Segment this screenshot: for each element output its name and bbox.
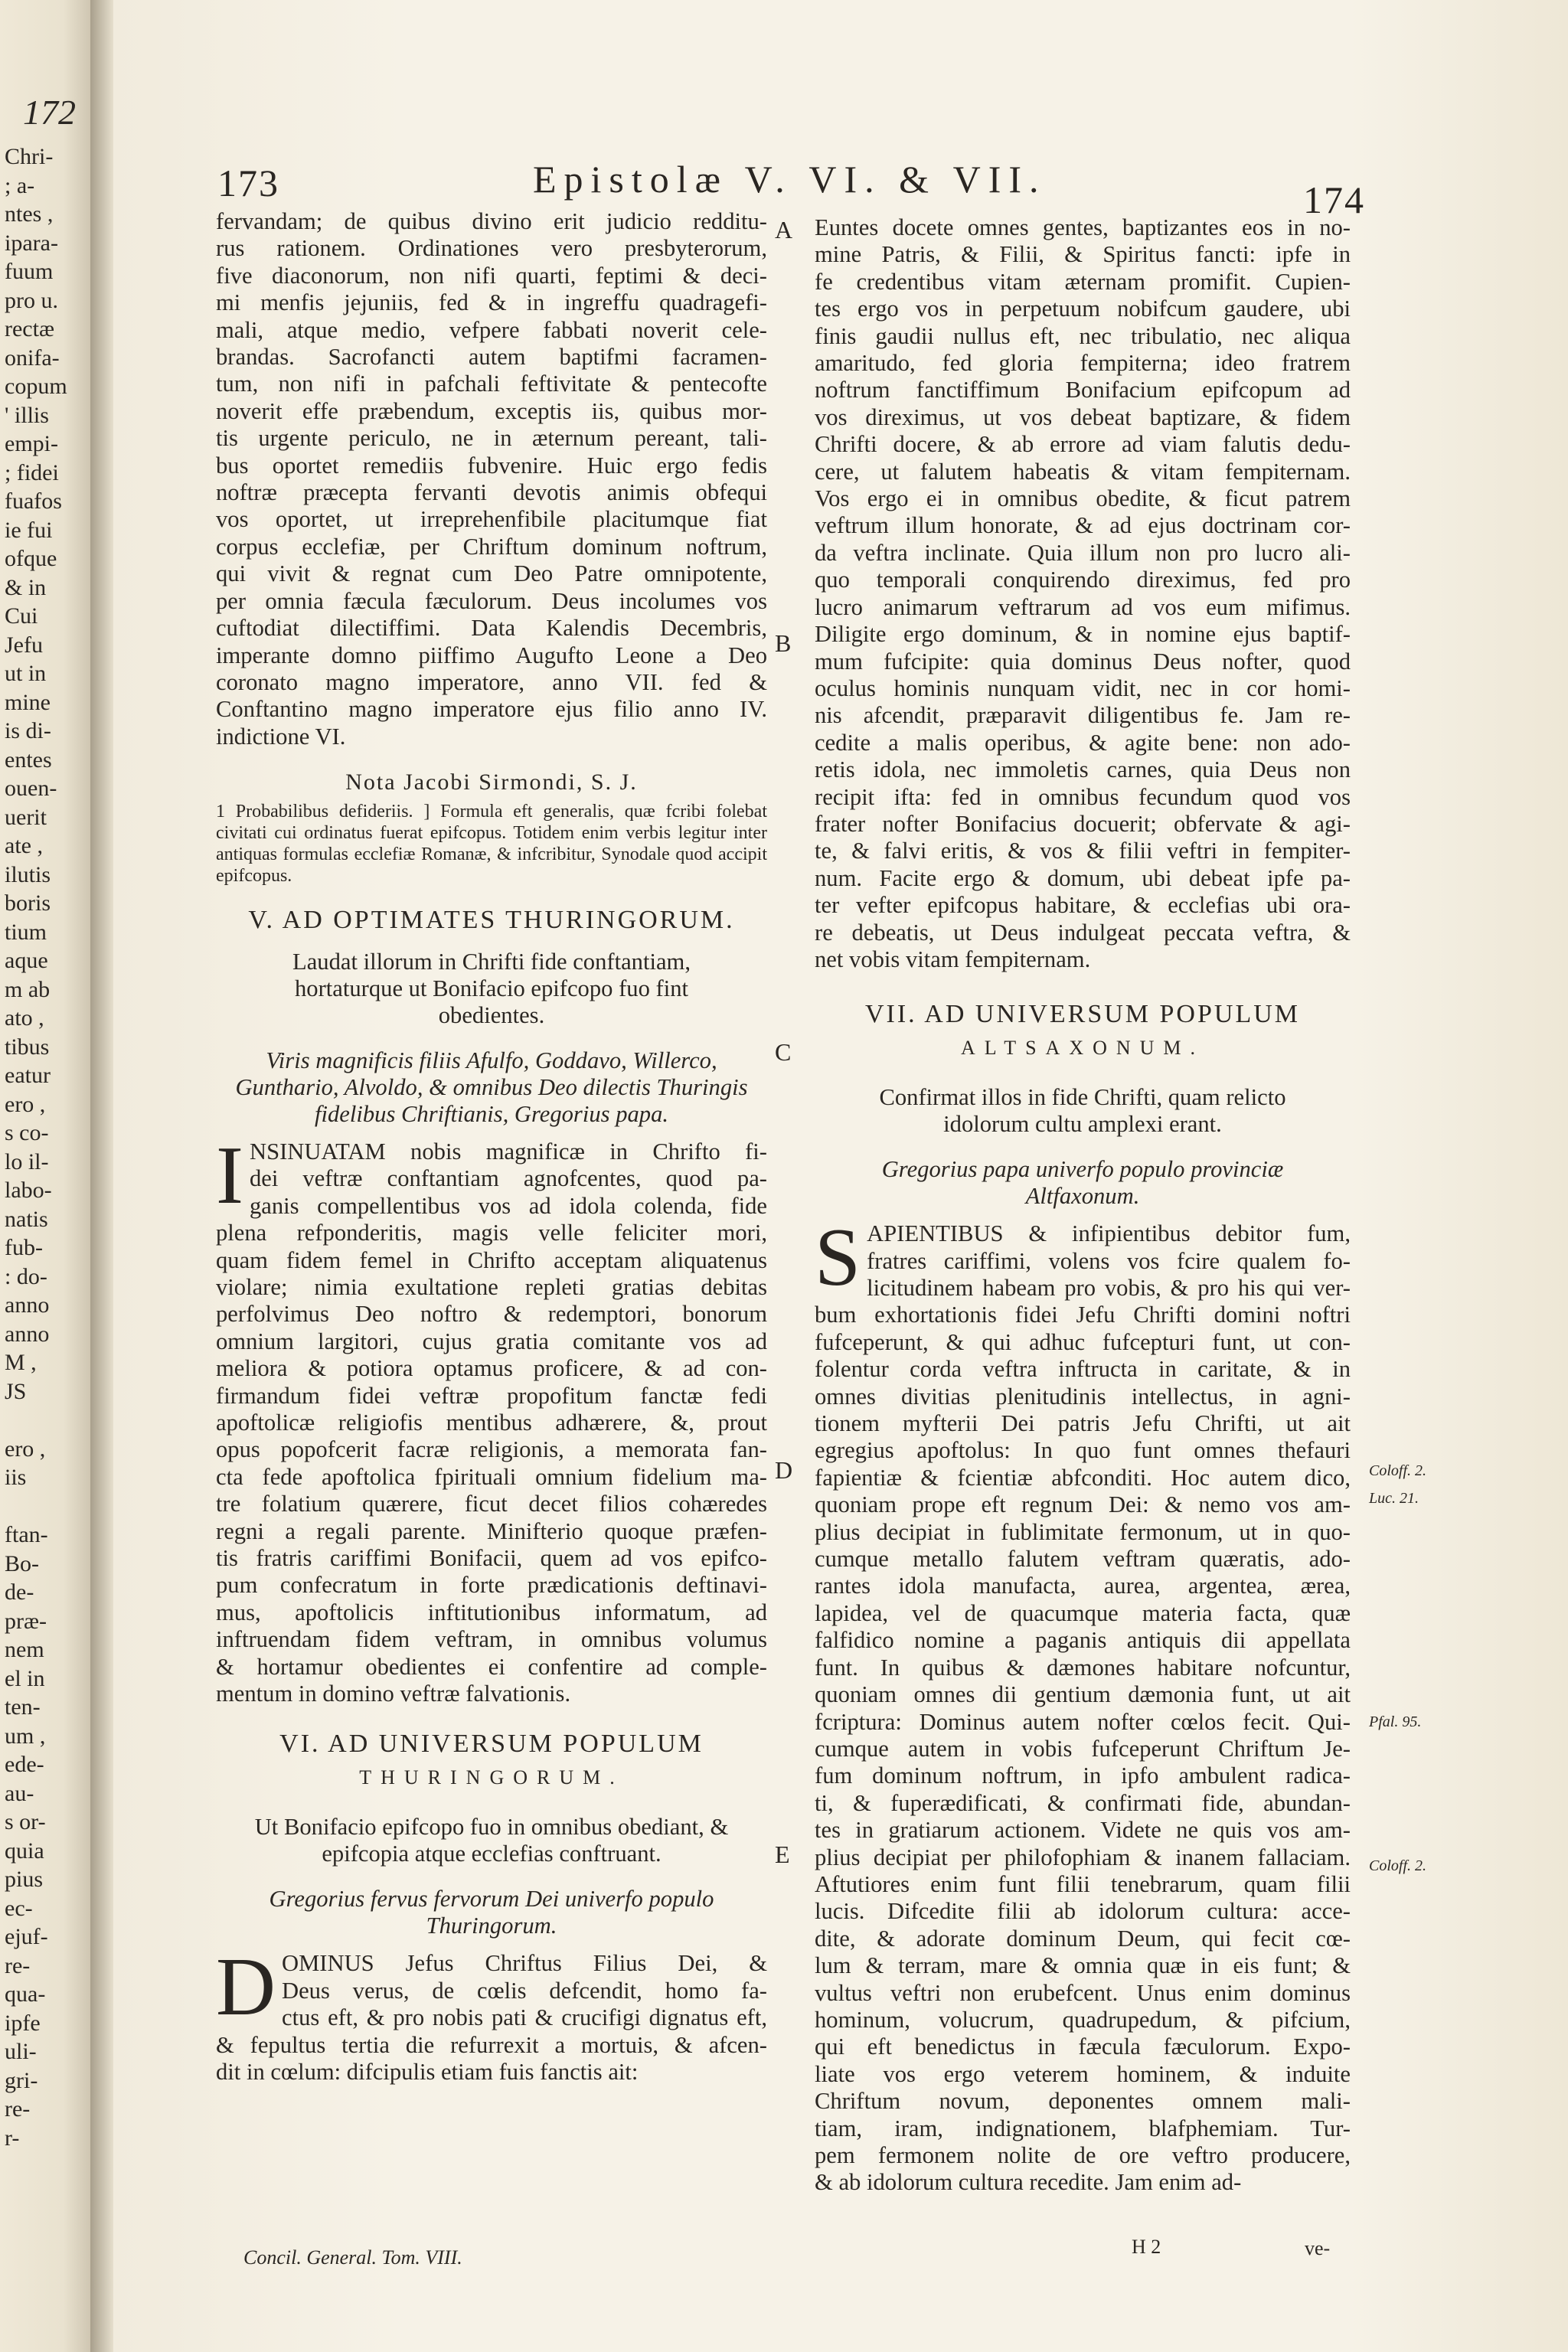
letter-4-line: tis urgente periculo, ne in æternum pereant, tali- — [216, 425, 767, 452]
letter-7-line: bum exhortationis fidei Jefu Chrifti domini noftri — [815, 1302, 1351, 1328]
letter-6-continuation — [815, 214, 1351, 973]
margin-note-coloss-2: Coloff. 2. — [1369, 1857, 1427, 1874]
letter-6-heading: VI. AD UNIVERSUM POPULUM — [279, 1730, 704, 1759]
previous-page-line: quia — [5, 1838, 44, 1864]
previous-page-line: re- — [5, 1952, 31, 1978]
margin-letter-c: C — [775, 1038, 792, 1066]
letter-6-cont-line: frater nofter Bonifacius docuerit; obfervate & agi- — [815, 810, 1351, 837]
margin-letter-a: A — [775, 216, 793, 243]
letter-6-cont-line: Diligite ergo dominum, & in nomine ejus baptif- — [815, 621, 1351, 648]
letter-5-line: meliora & potiora optamus proficere, & ad con- — [216, 1355, 767, 1382]
letter-5-body — [216, 1129, 767, 1708]
letter-7-line: plius decipiat per philofophiam & inanem fallaciam. — [815, 1844, 1351, 1870]
previous-page-line: ec- — [5, 1895, 33, 1921]
letter-5-line: apoftolicæ religiofis mentibus adhærere, &, prout — [216, 1410, 767, 1436]
previous-page-line: onifa- — [5, 345, 60, 371]
letter-7-line: tiam, iram, indignationem, blafphemiam. Tur- — [815, 2115, 1351, 2141]
letter-7-line: cumque autem in vobis fufceperunt Chriftum Je- — [815, 1735, 1351, 1762]
letter-6-body — [216, 1942, 767, 2086]
letter-7-line: lum & terram, mare & omnia quæ in eis funt; & — [815, 1952, 1351, 1979]
previous-page-line: ede- — [5, 1752, 44, 1777]
letter-7-body — [815, 1212, 1351, 2197]
previous-page-line: ouen- — [5, 776, 57, 801]
previous-page-line: anno — [5, 1292, 50, 1318]
letter-7-line: omnes divitias plenitudinis intellectus, in agni- — [815, 1383, 1351, 1410]
volume-footer: Concil. General. Tom. VIII. — [243, 2246, 462, 2269]
letter-5-line: mentum in domino veftræ falvationis. — [216, 1681, 571, 1707]
previous-page-line: pro u. — [5, 287, 58, 313]
previous-page-line: entes — [5, 746, 52, 773]
book-page — [113, 0, 1568, 2352]
letter-6-cont-line: vos direximus, ut vos debeat baptizare, & fidem — [815, 403, 1351, 430]
letter-6-cont-line: mum fufcipite: quia dominus Deus nofter, quod — [815, 648, 1351, 675]
previous-page-line: Bo- — [5, 1550, 39, 1576]
letter-5-line: plena refponderitis, magis velle feliciter mori, — [216, 1220, 767, 1246]
note-title: Nota Jacobi Sirmondi, S. J. — [345, 769, 638, 795]
letter-6-line: ctus eft, & pro nobis pati & crucifigi dignatus eft, — [282, 2004, 767, 2031]
book-gutter — [90, 0, 113, 2352]
letter-6-cont-line: Vos ergo ei in omnibus obedite, & ficut patrem — [815, 485, 1351, 512]
letter-5-argument: Laudat illorum in Chrifti fide conftantiam, hortaturque ut Bonifacio epifcopo fuo fint obedientes. — [292, 948, 691, 1028]
letter-7-line: egregius apoftolus: In quo funt omnes thefauri — [815, 1437, 1351, 1464]
previous-page-line: JS — [5, 1378, 27, 1404]
previous-page-line: de- — [5, 1579, 34, 1605]
letter-5-line: mus, apoftolicis inftitutionibus informatum, ad — [216, 1599, 767, 1625]
previous-page-line: rectæ — [5, 316, 54, 341]
previous-page-line: empi- — [5, 431, 58, 456]
margin-letter-d: D — [775, 1456, 793, 1484]
previous-page-line: ero , — [5, 1436, 46, 1462]
letter-6-cont-line: tes ergo vos in perpetuum nobifcum gaudere, ubi — [815, 296, 1351, 322]
previous-page-line: lo il- — [5, 1148, 49, 1174]
letter-5-line: tis fratris cariffimi Bonifacii, quem ad vos epifco- — [216, 1545, 767, 1572]
letter-6-cont-line: Euntes docete omnes gentes, baptizantes eos in no- — [815, 214, 1351, 240]
letter-6-cont-line: nis afcendit, præparavit diligentibus fe. Jam re- — [815, 702, 1351, 729]
letter-7-line: quoniam prope eft regnum Dei: & nemo vos am- — [815, 1491, 1351, 1518]
letter-6-cont-line: te, & falvi eritis, & vos & filii veftri in fempiter- — [815, 838, 1351, 864]
letter-5-line: quam fidem femel in Chrifto acceptam aliquatenus — [216, 1246, 767, 1273]
letter-7-line: plius decipiat in fublimitate fermonum, ut in quo- — [815, 1518, 1351, 1545]
letter-4-line: per omnia fæcula fæculorum. Deus incolumes vos — [216, 587, 767, 614]
letter-7-line: fcriptura: Dominus autem nofter cœlos fecit. Qui- — [815, 1708, 1351, 1735]
previous-page-line: mine — [5, 689, 51, 715]
letter-7-line: fum dominum noftrum, in ipfo ambulent radica- — [815, 1762, 1351, 1789]
previous-page-line: : do- — [5, 1263, 47, 1289]
letter-6-cont-line: veftrum illum honorate, & ad ejus doctrinam cor- — [815, 512, 1351, 539]
letter-4-line: imperante domno piiffimo Augufto Leone a Deo — [216, 642, 767, 668]
letter-6-cont-line: mine Patris, & Filii, & Spiritus fancti: ipfe in — [815, 241, 1351, 268]
letter-4-line: tum, non nifi in pafchali feftivitate & pentecofte — [216, 371, 767, 397]
previous-page-line: ; a- — [5, 172, 35, 198]
margin-note-luc: Luc. 21. — [1369, 1490, 1419, 1507]
letter-6-cont-line: da veftra inclinate. Quia illum non pro lucro ali- — [815, 539, 1351, 566]
margin-note-psal: Pfal. 95. — [1369, 1713, 1422, 1730]
letter-4-line: rus rationem. Ordinationes vero presbyterorum, — [216, 235, 767, 262]
letter-6-cont-line: noftrum fanctiffimum Bonifacium epifcopum ad — [815, 377, 1351, 403]
letter-7-line: quoniam omnes dii gentium dæmonia funt, ut ait — [815, 1681, 1351, 1708]
letter-4-line: fervandam; de quibus divino erit judicio redditu- — [216, 208, 767, 234]
letter-6-cont-line: lucro animarum veftrarum ad vos eum mifimus. — [815, 593, 1351, 620]
previous-page-line: ' illis — [5, 402, 49, 428]
letter-7-argument: Confirmat illos in fide Chrifti, quam relicto idolorum cultu amplexi erant. — [879, 1084, 1286, 1138]
previous-page-line: ero , — [5, 1091, 46, 1117]
letter-4-line: corpus ecclefiæ, per Chriftum dominum noftrum, — [216, 533, 767, 560]
previous-page-line: ipfe — [5, 2010, 41, 2036]
letter-7-line: tionem myfterii Dei patris Jefu Chrifti, ut ait — [815, 1410, 1351, 1437]
letter-6-cont-line: retis idola, nec immoletis carnes, quia Deus non — [815, 756, 1351, 783]
previous-page-line: iis — [5, 1465, 27, 1490]
previous-page-line: au- — [5, 1780, 34, 1806]
previous-page-line: natis — [5, 1206, 48, 1232]
previous-page-line: Cui — [5, 603, 38, 629]
previous-page-line: ; fidei — [5, 459, 59, 485]
previous-page-line: uerit — [5, 804, 47, 830]
previous-page-line: ate , — [5, 833, 43, 858]
letter-6-cont-line: re debeatis, ut Deus indulgeat peccata veftra, & — [815, 919, 1351, 946]
letter-7-line: rantes idola manufacta, aurea, argentea, ærea, — [815, 1573, 1351, 1599]
letter-5-line: NSINUATAM nobis magnificæ in Chrifto fi- — [249, 1138, 767, 1165]
letter-4-ending — [216, 208, 767, 750]
previous-page-line: ipara- — [5, 230, 58, 256]
letter-7-line: Aftutiores enim funt filii tenebrarum, quam filii — [815, 1870, 1351, 1897]
previous-page-line: ato , — [5, 1005, 44, 1031]
previous-page-line: ejuf- — [5, 1924, 48, 1949]
previous-page-line: ofque — [5, 546, 57, 571]
letter-7-salutation: Gregorius papa univerfo populo provinciæ Altfaxonum. — [881, 1156, 1284, 1210]
previous-page-line: ut in — [5, 661, 47, 686]
previous-page-line: labo- — [5, 1178, 52, 1203]
letter-6-cont-line: oculus hominis nunquam vidit, nec in cor homi- — [815, 675, 1351, 701]
previous-page-line: M , — [5, 1350, 37, 1375]
previous-page-line: fub- — [5, 1235, 43, 1260]
letter-7-line: falfidico nomine a paganis antiquis dii appellata — [815, 1627, 1351, 1654]
letter-5-line: inftruendam fidem veftram, in omnibus volumus — [216, 1626, 767, 1653]
letter-6-cont-line: ter vefter epifcopus habitare, & ecclefias ubi ora- — [815, 892, 1351, 919]
previous-page-line: Jefu — [5, 632, 43, 658]
letter-6-cont-line: fe credentibus vitam æternam promifit. Cupien- — [815, 268, 1351, 295]
previous-page-line: ilutis — [5, 861, 51, 887]
letter-5-dropcap: I — [216, 1129, 243, 1221]
previous-page-line: uli- — [5, 2039, 37, 2064]
letter-5-line: firmandum fidei veftræ propofitum fanctæ fedi — [216, 1382, 767, 1409]
catchword: ve- — [1305, 2237, 1331, 2259]
previous-page-line: eatur — [5, 1063, 51, 1088]
previous-page-line: r- — [5, 2125, 20, 2151]
letter-4-line: qui vivit & regnat cum Deo Patre omnipotente, — [216, 560, 767, 587]
previous-page-line: el in — [5, 1665, 45, 1691]
right-page-number: 174 — [1303, 178, 1365, 221]
letter-7-line: cumque metallo falutem veftram quæratis, ado- — [815, 1546, 1351, 1573]
previous-page-line: nem — [5, 1637, 44, 1662]
letter-6-cont-line: finis gaudii nullus eft, nec tribulatio, nec aliqua — [815, 322, 1351, 349]
signature-mark: H 2 — [1132, 2236, 1161, 2258]
previous-page-line: fuum — [5, 259, 54, 284]
letter-4-line: Conftantino magno imperatore ejus filio anno IV. — [216, 696, 767, 723]
letter-4-line: coronato magno imperatore, anno VII. fed & — [216, 668, 767, 695]
letter-7-line: fapientiæ & fcientiæ abfconditi. Hoc autem dico, — [815, 1464, 1351, 1491]
letter-4-line: mi menfis jejuniis, fed & in ingreffu quadragefi- — [216, 289, 767, 316]
previous-page-line: re- — [5, 2096, 31, 2122]
letter-6-dropcap: D — [216, 1942, 276, 2034]
previous-page-line: tium — [5, 919, 47, 945]
letter-7-subheading: ALTSAXONUM. — [960, 1036, 1205, 1059]
letter-5-line: & hortamur obedientes ei confentire ad comple- — [216, 1653, 767, 1680]
letter-5-line: cta fede apoftolica fpirituali omnium fidelium ma- — [216, 1463, 767, 1490]
letter-5-line: violare; nimia exultatione repleti gratias debitas — [216, 1273, 767, 1300]
previous-page-line: præ- — [5, 1608, 47, 1634]
letter-7-line: APIENTIBUS & infipientibus debitor fum, — [867, 1220, 1351, 1247]
letter-7-line: Chriftum novum, deponentes omnem mali- — [815, 2088, 1351, 2115]
letter-6-cont-line: recipit ifta: fed in omnibus fecundum quod vos — [815, 783, 1351, 810]
letter-6-line: dit in cœlum: difcipulis etiam fuis fanctis ait: — [216, 2058, 639, 2085]
letter-7-line: tes in gratiarum actionem. Videte ne quis vos am- — [815, 1817, 1351, 1844]
previous-page-line: ten- — [5, 1694, 41, 1720]
letter-4-line: cuftodiat dilectiffimi. Data Kalendis Decembris, — [216, 615, 767, 642]
letter-7-line: qui eft benedictus in fæcula fæculorum. Expo- — [815, 2034, 1351, 2060]
previous-page-line: is di- — [5, 718, 51, 743]
previous-page-line: um , — [5, 1723, 46, 1749]
letter-6-subheading: THURINGORUM. — [359, 1766, 624, 1788]
letter-7-line: folentur corda veftra inftructa in caritate, & in — [815, 1356, 1351, 1383]
previous-page-line: ie fui — [5, 517, 53, 543]
letter-5-line: perfolvimus Deo noftro & redemptori, bonorum — [216, 1301, 767, 1328]
left-column — [216, 208, 767, 2086]
letter-6-argument: Ut Bonifacio epifcopo fuo in omnibus obediant, & epifcopia atque ecclefias conftruant. — [254, 1814, 729, 1867]
letter-7-heading: VII. AD UNIVERSUM POPULUM — [864, 1000, 1301, 1029]
previous-page-number: 172 — [23, 93, 76, 132]
letter-4-line: mali, atque medio, vefpere fabbati noverit cele- — [216, 316, 767, 343]
previous-page-line: ftan- — [5, 1522, 48, 1547]
letter-7-line: lapidea, vel de quacumque materia facta, quæ — [815, 1599, 1351, 1626]
letter-7-line: vultus veftri non erubefcent. Unus enim dominus — [815, 1979, 1351, 2006]
letter-5-line: ganis compellentibus vos ad idola colenda, fide — [249, 1192, 767, 1219]
running-head: Epistolæ V. VI. & VII. — [533, 158, 1047, 201]
letter-7-line: ti, & fuperædificati, & confirmati fide, abundan- — [815, 1789, 1351, 1816]
letter-5-line: tre folatium quærere, ficut decet filios cohæredes — [216, 1491, 767, 1517]
letter-6-cont-line: quo temporali conquirendo direximus, fed pro — [815, 567, 1351, 593]
letter-7-line: fratres cariffimi, volens vos fcire qualem fo- — [867, 1247, 1351, 1274]
letter-5-line: dei veftræ conftantiam agnofcentes, quod pa- — [249, 1165, 767, 1192]
previous-page-line: & in — [5, 574, 47, 600]
sirmond-note: 1 Probabilibus defideriis. ] Formula eft generalis, quæ fcribi folebat civitati cui ordinatus fuerat epifcopus. Totidem enim verbis legitur inter antiquas formulas ecclefiæ Romanæ, & infcribitur, Synodale quod accipit epifcopus. — [216, 801, 767, 886]
letter-6-line: Deus verus, de cœlis defcendit, homo fa- — [282, 1977, 767, 2004]
previous-page-line: m ab — [5, 976, 51, 1002]
letter-5-line: opus popofcerit facræ religionis, a memorata fan- — [216, 1436, 767, 1463]
previous-page-line: qua- — [5, 1981, 46, 2007]
previous-page-line: fuafos — [5, 488, 62, 514]
letter-7-line: hominum, volucrum, quadrupedum, & pifcium, — [815, 2006, 1351, 2033]
previous-page-line: aque — [5, 948, 48, 973]
previous-page-line: copum — [5, 374, 67, 399]
margin-letter-b: B — [775, 629, 792, 657]
previous-page-line: pius — [5, 1867, 44, 1892]
letter-7-line: pem fermonem nolite de ore veftro producere, — [815, 2142, 1351, 2168]
previous-page-line: boris — [5, 890, 51, 916]
letter-6-cont-line: cere, ut falutem habeatis & vitam fempiternam. — [815, 458, 1351, 485]
right-column — [815, 214, 1351, 2197]
letter-4-line: vos oportet, ut irreprehenfibile placitumque fiat — [216, 506, 767, 533]
letter-5-line: pum confecratum in forte prædicationis deftinavi- — [216, 1572, 767, 1599]
letter-4-line: five diaconorum, non nifi quarti, feptimi & deci- — [216, 262, 767, 289]
previous-page-edge — [0, 0, 92, 2352]
letter-6-cont-line: net vobis vitam fempiternam. — [815, 946, 1091, 972]
previous-page-line: s co- — [5, 1120, 49, 1145]
letter-4-line: bus oportet remediis fubvenire. Huic ergo fedis — [216, 452, 767, 479]
letter-6-salutation: Gregorius fervus fervorum Dei univerfo populo Thuringorum. — [269, 1886, 714, 1939]
letter-5-salutation: Viris magnificis filiis Afulfo, Goddavo, Willerco, Gunthario, Alvoldo, & omnibus Deo dilectis Thuringis fidelibus Chriftianis, Gregorius papa. — [235, 1047, 748, 1127]
letter-7-line: licitudinem habeam pro vobis, & pro his qui ver- — [867, 1275, 1351, 1301]
margin-note-coloss-1: Coloff. 2. — [1369, 1462, 1427, 1479]
letter-4-line: noftræ præcepta fervanti devotis animis obfequi — [216, 479, 767, 506]
previous-page-line: anno — [5, 1321, 50, 1347]
letter-7-dropcap: S — [815, 1212, 861, 1304]
letter-7-line: dite, & adorate dominum Deum, qui fecit cœ- — [815, 1925, 1351, 1952]
margin-letter-e: E — [775, 1841, 790, 1868]
letter-4-line: brandas. Sacrofancti autem baptifmi facramen- — [216, 344, 767, 371]
letter-7-line: fufceperunt, & qui adhuc fufcepturi funt, ut con- — [815, 1328, 1351, 1355]
letter-5-line: omnium largitori, cujus gratia comitante vos ad — [216, 1328, 767, 1354]
letter-6-cont-line: num. Facite ergo & domum, ubi debeat ipfe pa- — [815, 864, 1351, 891]
letter-5-heading: V. AD OPTIMATES THURINGORUM. — [248, 905, 735, 934]
left-page-number: 173 — [217, 162, 279, 204]
letter-6-line: & fepultus tertia die refurrexit a mortuis, & afcen- — [216, 2031, 767, 2058]
letter-7-line: lucis. Difcedite filii ab idolorum cultura: acce- — [815, 1898, 1351, 1925]
previous-page-line: Chri- — [5, 144, 54, 169]
previous-page-line: gri- — [5, 2067, 38, 2093]
letter-7-line: funt. In quibus & dæmones habitare nofcuntur, — [815, 1654, 1351, 1681]
letter-5-line: regni a regali parente. Minifterio quoque præfen- — [216, 1517, 767, 1544]
letter-6-line: OMINUS Jefus Chriftus Filius Dei, & — [282, 1950, 767, 1977]
letter-6-cont-line: cedite a malis operibus, & agite bene: non ado- — [815, 729, 1351, 756]
previous-page-line: ntes , — [5, 201, 54, 227]
letter-7-line: liate vos ergo veterem hominem, & induite — [815, 2060, 1351, 2087]
previous-page-line: tibus — [5, 1034, 50, 1060]
letter-6-cont-line: amaritudo, fed gloria fempiterna; ideo fratrem — [815, 350, 1351, 377]
letter-6-cont-line: Chrifti docere, & ab errore ad viam falutis dedu- — [815, 431, 1351, 458]
letter-4-line: noverit effe præbendum, exceptis iis, quibus mor- — [216, 397, 767, 424]
letter-7-line: & ab idolorum cultura recedite. Jam enim ad- — [815, 2169, 1242, 2196]
letter-4-line: indictione VI. — [216, 723, 346, 750]
previous-page-line: s or- — [5, 1809, 46, 1834]
